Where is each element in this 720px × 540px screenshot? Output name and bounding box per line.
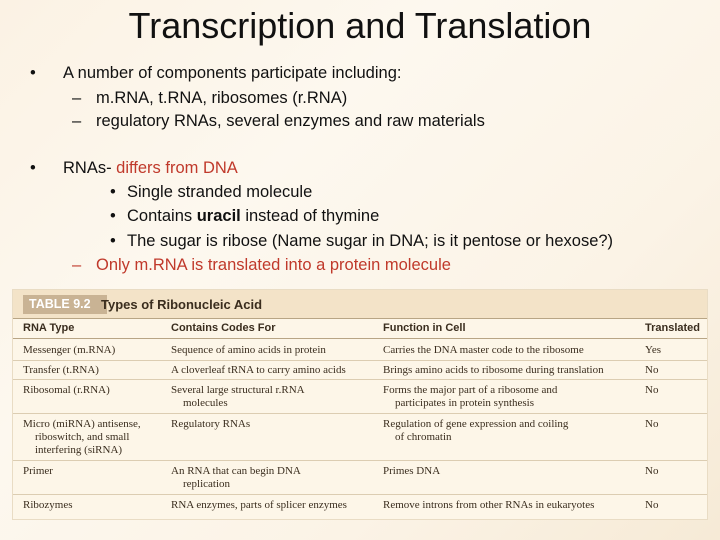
bullet-glyph: • [110, 232, 116, 250]
cell-translated: No [645, 465, 659, 477]
cell-function: Primes DNA [383, 465, 441, 477]
cell-function: Brings amino acids to ribosome during translation [383, 364, 604, 376]
bullet-1-text: A number of components participate including: [63, 64, 402, 82]
cell-translated: Yes [645, 344, 662, 356]
cell-function-cont: participates in protein synthesis [395, 397, 534, 409]
cell-translated: No [645, 499, 659, 511]
cell-codes: An RNA that can begin DNA [171, 465, 301, 477]
bullet-glyph: • [30, 159, 36, 177]
row-rule [13, 460, 707, 461]
cell-function: Forms the major part of a ribosome and [383, 384, 558, 396]
slide-title: Transcription and Translation [128, 5, 592, 46]
sub-bullet-3 [72, 255, 451, 275]
cell-translated: No [645, 418, 659, 430]
bullet-2-prefix: RNAs- [63, 159, 117, 177]
row-rule [13, 494, 707, 495]
bullet-glyph: • [110, 207, 116, 225]
bullet-2-text [63, 158, 238, 178]
col-header-translated: Translated [645, 322, 701, 334]
row-rule [13, 413, 707, 414]
nested-item-1 [110, 182, 313, 202]
bullet-glyph: • [110, 183, 116, 201]
rna-types-table [12, 289, 708, 520]
row-rule [13, 379, 707, 380]
cell-rna-type-cont: riboswitch, and small [35, 431, 130, 443]
cell-rna-type: Messenger (m.RNA) [23, 344, 116, 356]
row-rule [13, 360, 707, 361]
bullet-glyph: • [30, 64, 36, 82]
cell-rna-type-cont: interfering (siRNA) [35, 444, 123, 456]
col-header-codes: Contains Codes For [171, 322, 276, 334]
bullet-2 [30, 158, 238, 178]
dash-glyph: – [72, 89, 82, 107]
sub-bullet-3-text: Only m.RNA is translated into a protein molecule [96, 256, 451, 274]
cell-rna-type: Transfer (t.RNA) [23, 364, 99, 376]
table-header-bar [13, 290, 707, 318]
col-header-function: Function in Cell [383, 322, 466, 334]
nested-item-3 [110, 231, 614, 251]
nested-item-3-text: The sugar is ribose (Name sugar in DNA; is it pentose or hexose?) [127, 232, 614, 250]
bullet-1 [30, 63, 402, 83]
cell-codes-cont: replication [183, 478, 231, 490]
nested-item-2 [110, 206, 380, 226]
column-header-rule [13, 338, 707, 339]
col-header-rna-type: RNA Type [23, 322, 75, 334]
nested-item-2-text [127, 206, 379, 226]
nested-item-2-pre: Contains [127, 207, 197, 225]
nested-item-2-post: instead of thymine [240, 207, 380, 225]
bullet-2-highlight: differs from DNA [116, 159, 238, 177]
sub-bullet-1 [72, 88, 348, 108]
dash-glyph: – [72, 112, 82, 130]
table-title: Types of Ribonucleic Acid [101, 297, 263, 312]
cell-codes: Several large structural r.RNA [171, 384, 305, 396]
nested-item-2-bold: uracil [196, 207, 241, 225]
cell-translated: No [645, 364, 659, 376]
cell-translated: No [645, 384, 659, 396]
table-number-tag: TABLE 9.2 [23, 295, 107, 314]
cell-rna-type: Micro (miRNA) antisense, [23, 418, 141, 430]
cell-codes: Regulatory RNAs [171, 418, 251, 430]
sub-bullet-1-text: m.RNA, t.RNA, ribosomes (r.RNA) [96, 89, 348, 107]
cell-codes-cont: molecules [183, 397, 228, 409]
cell-rna-type: Primer [23, 465, 53, 477]
cell-rna-type: Ribosomal (r.RNA) [23, 384, 110, 396]
sub-bullet-2-text: regulatory RNAs, several enzymes and raw materials [96, 112, 485, 130]
cell-codes: RNA enzymes, parts of splicer enzymes [171, 499, 347, 511]
cell-codes: A cloverleaf tRNA to carry amino acids [171, 364, 346, 376]
cell-codes: Sequence of amino acids in protein [171, 344, 326, 356]
cell-function: Remove introns from other RNAs in eukaryotes [383, 499, 595, 511]
cell-rna-type: Ribozymes [23, 499, 73, 511]
cell-function-cont: of chromatin [395, 431, 452, 443]
cell-function: Carries the DNA master code to the ribosome [383, 344, 584, 356]
dash-glyph: – [72, 256, 82, 274]
cell-function: Regulation of gene expression and coiling [383, 418, 569, 430]
sub-bullet-2 [72, 111, 485, 131]
header-rule [13, 318, 707, 319]
nested-item-1-text: Single stranded molecule [127, 183, 313, 201]
